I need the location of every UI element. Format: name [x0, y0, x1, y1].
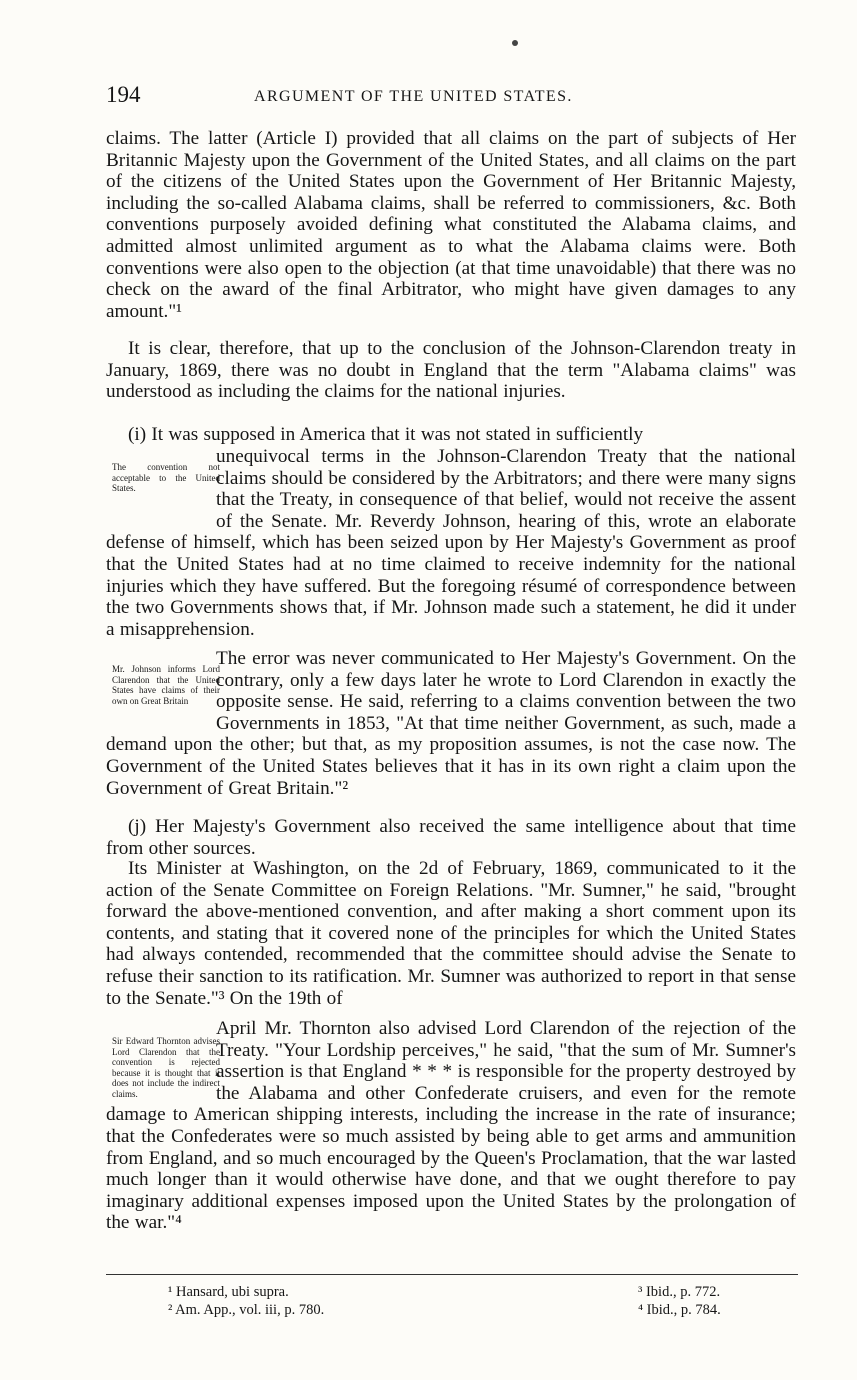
sidenote-gutter [106, 446, 216, 532]
page-number: 194 [106, 82, 141, 107]
paragraph-thornton-rejection [106, 1018, 796, 1234]
sidenote-convention-not-acceptable: The convention not acceptable to the United States. [112, 462, 220, 493]
footnote-4: ⁴ Ibid., p. 784. [638, 1302, 721, 1318]
paragraph-error-communicated-text: The error was never communicated to Her Majesty's Government. On the contrary, only a few days later he wrote to Lord Clarendon in exactly the opposite sense. He said, referring to a claims convention between the two Governments in 1853, "At that time neither Government, as such, made a demand upon the other; but that, as my proposition assumes, is not the case now. The Government of the United States believes that it has in its own right a claim upon the Government of Great Britain."² [106, 648, 796, 799]
sidenote-gutter [106, 648, 216, 734]
page-header [106, 82, 796, 110]
footnote-2: ² Am. App., vol. iii, p. 780. [168, 1302, 325, 1318]
paragraph-minister-washington: Its Minister at Washington, on the 2d of February, 1869, communicated to it the action of the Senate Committee on Foreign Relations. "Mr. Sumner," he said, "brought forward the above-mentioned convention, and after making a short comment upon its contents, and stating that it covered none of the principles for which the United States had always contended, recommended that the committee should advise the Senate to refuse their sanction to its ratification. Mr. Sumner was authorized to report in that sense to the Senate."³ On the 19th of [106, 858, 796, 1009]
paragraph-johnson-clarendon: It is clear, therefore, that up to the conclusion of the Johnson-Clarendon treaty in January, 1869, there was no doubt in England that the term "Alabama claims" was understood as including the claims for the national injuries. [106, 338, 796, 403]
sidenote-gutter [106, 1018, 216, 1104]
ink-speck [512, 40, 518, 46]
paragraph-i-body-text: unequivocal terms in the Johnson-Clarendon Treaty that the national claims should be considered by the Arbitrators; and there were many signs that the Treaty, in consequence of that belief, would not receive the assent of the Senate. Mr. Reverdy Johnson, hearing of this, wrote an elaborate defense of himself, which has been seized upon by Her Majesty's Government as proof that the United States had at no time claimed to receive indemnity for the national injuries which they have suffered. But the foregoing résumé of correspondence between the two Governments shows that, if Mr. Johnson made such a statement, he did it under a misapprehension. [106, 446, 796, 640]
sidenote-thornton-advises: Sir Edward Thornton advises Lord Clarendon that the convention is rejected because it is thought that it does not include the indirect claims. [112, 1036, 220, 1099]
paragraph-error-communicated [106, 648, 796, 799]
footnote-rule [106, 1274, 798, 1275]
paragraph-thornton-rejection-text: April Mr. Thornton also advised Lord Clarendon of the rejection of the Treaty. "Your Lordship perceives," he said, "that the sum of Mr. Sumner's assertion is that England * * * is responsible for the property destroyed by the Alabama and other Confederate cruisers, and even for the remote damage to American shipping interests, including the increase in the rate of insurance; that the Confederates were so much assisted by being able to get arms and ammunition from England, and so much encouraged by the Queen's Proclamation, that the war lasted much longer than it would otherwise have done, and that we ought therefore to pay imaginary additional expenses imposed upon the United States by the prolongation of the war."⁴ [106, 1018, 796, 1234]
paragraph-i-body [106, 446, 796, 640]
paragraph-claims-conventions: claims. The latter (Article I) provided that all claims on the part of subjects of Her Britannic Majesty upon the Government of the United States, and all claims on the part of the citizens of the United States upon the Government of Her Britannic Majesty, including the so-called Alabama claims, shall be referred to commissioners, &c. Both conventions purposely avoided defining what constituted the Alabama claims, and admitted almost unlimited argument as to what the Alabama claims were. Both conventions were also open to the objection (at that time unavoidable) that there was no check on the award of the final Arbitrator, who might have given damages to any amount."¹ [106, 128, 796, 322]
paragraph-j: (j) Her Majesty's Government also received the same intelligence about that time from other sources. [106, 816, 796, 859]
footnote-3: ³ Ibid., p. 772. [638, 1284, 721, 1300]
paragraph-i-intro: (i) It was supposed in America that it was not stated in sufficiently [128, 424, 644, 445]
footnote-1: ¹ Hansard, ubi supra. [168, 1284, 289, 1300]
sidenote-johnson-informs-clarendon: Mr. Johnson informs Lord Clarendon that the United States have claims of their own on Great Britain [112, 664, 220, 706]
running-head: ARGUMENT OF THE UNITED STATES. [254, 88, 573, 105]
